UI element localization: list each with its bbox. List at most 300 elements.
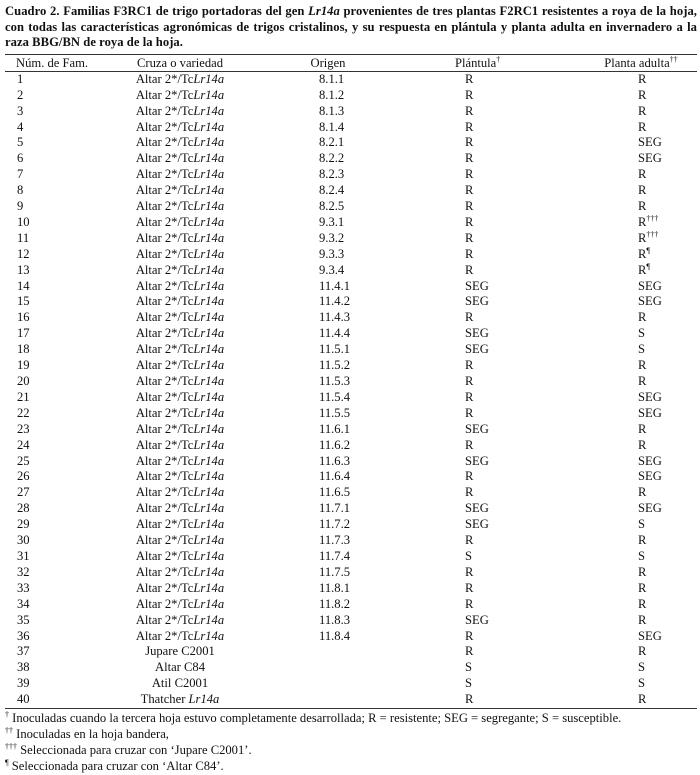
cell-cross (101, 167, 259, 183)
cell-adult-value: SEG (638, 389, 662, 404)
cell-cross (101, 517, 259, 533)
cell-family-number: 1 (17, 71, 24, 86)
cell-origin (259, 676, 371, 692)
table-row (5, 438, 697, 454)
cell-adult (495, 326, 697, 342)
footnote-text: Seleccionada para cruzar con ‘Jupare C2001’. (17, 743, 252, 758)
header-cross: Cruza o variedad (136, 55, 224, 70)
cell-cross-gene: Lr14a (193, 533, 225, 548)
cell-adult-value: R (638, 485, 647, 500)
cell-cross-text: Altar 2*/Tc (135, 628, 194, 643)
cell-seedling: R (465, 167, 474, 182)
cell-adult-footnote-mark: ¶ (646, 245, 651, 255)
cell-family-number: 6 (17, 151, 24, 166)
families-table (5, 54, 697, 709)
table-body (5, 71, 697, 708)
table-row (5, 263, 697, 279)
cell-adult-footnote-mark: ††† (646, 229, 659, 239)
cell-cross (101, 644, 259, 660)
cell-seedling: R (465, 564, 474, 579)
cell-family-number: 10 (17, 214, 30, 229)
cell-adult (495, 406, 697, 422)
table-row (5, 104, 697, 120)
cell-origin: 11.8.1 (319, 580, 351, 595)
footnote-mark: †† (5, 725, 13, 735)
table-row (5, 581, 697, 597)
footnote (5, 758, 697, 774)
cell-cross-gene: Lr14a (193, 628, 225, 643)
cell-cross (101, 358, 259, 374)
cell-cross (101, 135, 259, 151)
cell-cross (101, 660, 259, 676)
table-row (5, 120, 697, 136)
caption-text-start: Cuadro 2. Familias F3RC1 de trigo portadoras del gen (5, 4, 309, 18)
cell-cross (101, 676, 259, 692)
cell-adult-value: S (638, 517, 646, 532)
cell-adult (495, 151, 697, 167)
cell-adult-value: R (638, 214, 647, 229)
cell-adult (495, 120, 697, 136)
cell-adult (495, 167, 697, 183)
cell-family-number: 23 (17, 421, 30, 436)
cell-seedling: SEG (465, 453, 489, 468)
table-row (5, 676, 697, 692)
cell-cross (101, 438, 259, 454)
cell-cross (101, 71, 259, 87)
cell-origin: 11.8.4 (319, 628, 351, 643)
cell-adult-value: R (638, 358, 647, 373)
cell-cross (101, 454, 259, 470)
cell-seedling: S (465, 676, 473, 691)
cell-cross-text: Thatcher (140, 692, 189, 707)
cell-adult-value: R (638, 596, 647, 611)
cell-seedling: SEG (465, 421, 489, 436)
cell-adult (495, 549, 697, 565)
cell-family-number: 4 (17, 119, 24, 134)
cell-adult-value: S (638, 676, 646, 691)
table-row (5, 88, 697, 104)
cell-adult-value: SEG (638, 469, 662, 484)
cell-origin: 8.2.4 (319, 183, 345, 198)
cell-cross-gene: Lr14a (193, 246, 225, 261)
cell-seedling: R (465, 262, 474, 277)
cell-cross-text: Altar 2*/Tc (135, 421, 194, 436)
cell-cross-text: Altar 2*/Tc (135, 278, 194, 293)
cell-seedling: S (465, 660, 473, 675)
cell-adult (495, 374, 697, 390)
cell-cross-gene: Lr14a (193, 278, 225, 293)
cell-origin: 8.1.1 (319, 71, 345, 86)
cell-origin (259, 692, 371, 708)
cell-adult (495, 215, 697, 231)
cell-seedling: R (465, 71, 474, 86)
footnote-text: Inoculadas cuando la tercera hoja estuvo completamente desarrollada; R = resistente; SEG = segregante; S = susceptible. (9, 711, 622, 726)
cell-seedling: R (465, 389, 474, 404)
cell-cross (101, 485, 259, 501)
cell-adult (495, 660, 697, 676)
table-row (5, 422, 697, 438)
cell-adult (495, 199, 697, 215)
cell-family-number: 8 (17, 183, 24, 198)
cell-family-number: 37 (17, 644, 30, 659)
table-row (5, 294, 697, 310)
cell-adult (495, 644, 697, 660)
cell-cross (101, 120, 259, 136)
cell-cross-text: Altar 2*/Tc (135, 389, 194, 404)
cell-family-number: 24 (17, 437, 30, 452)
header-seedling-footnote-mark: † (496, 54, 501, 64)
cell-family-number: 11 (17, 230, 30, 245)
cell-family-number: 30 (17, 533, 30, 548)
cell-seedling: R (465, 151, 474, 166)
cell-family-number: 36 (17, 628, 30, 643)
cell-adult-value: R (638, 71, 647, 86)
cell-adult-value: R (638, 119, 647, 134)
cell-adult (495, 135, 697, 151)
cell-family-number: 27 (17, 485, 30, 500)
cell-cross-gene: Lr14a (193, 214, 225, 229)
cell-seedling: SEG (465, 294, 489, 309)
cell-cross-text: Altar 2*/Tc (135, 564, 194, 579)
cell-origin: 11.5.4 (319, 389, 351, 404)
cell-family-number: 26 (17, 469, 30, 484)
table-row (5, 183, 697, 199)
cell-adult (495, 231, 697, 247)
cell-cross (101, 183, 259, 199)
table-row (5, 358, 697, 374)
cell-cross-gene: Lr14a (193, 310, 225, 325)
table-caption (5, 4, 697, 51)
cell-adult (495, 501, 697, 517)
header-origin: Origen (310, 55, 346, 70)
cell-family-number: 33 (17, 580, 30, 595)
cell-family-number: 16 (17, 310, 30, 325)
cell-family-number: 39 (17, 676, 30, 691)
cell-origin: 11.8.3 (319, 612, 351, 627)
footnote-mark: ¶ (5, 757, 9, 767)
table-row (5, 501, 697, 517)
cell-cross (101, 151, 259, 167)
header-adult-footnote-mark: †† (669, 54, 678, 64)
cell-cross (101, 406, 259, 422)
cell-adult (495, 581, 697, 597)
cell-seedling: SEG (465, 517, 489, 532)
cell-family-number: 29 (17, 517, 30, 532)
cell-origin: 9.3.1 (319, 214, 345, 229)
cell-adult-value: R (638, 692, 647, 707)
table-row (5, 231, 697, 247)
cell-adult-value: SEG (638, 628, 662, 643)
table-row (5, 199, 697, 215)
cell-adult-value: R (638, 183, 647, 198)
cell-cross-text: Altar 2*/Tc (135, 119, 194, 134)
cell-seedling: R (465, 87, 474, 102)
cell-cross-gene: Lr14a (188, 692, 220, 707)
cell-cross-text: Atil C2001 (151, 676, 209, 691)
cell-cross-text: Altar 2*/Tc (135, 71, 194, 86)
cell-cross-gene: Lr14a (193, 87, 225, 102)
cell-seedling: R (465, 596, 474, 611)
cell-origin: 11.7.5 (319, 564, 351, 579)
cell-origin: 11.6.4 (319, 469, 351, 484)
cell-origin: 11.5.2 (319, 358, 351, 373)
cell-cross-text: Altar 2*/Tc (135, 596, 194, 611)
cell-origin: 8.1.4 (319, 119, 345, 134)
cell-cross-text: Altar 2*/Tc (135, 294, 194, 309)
cell-adult (495, 358, 697, 374)
table-row (5, 326, 697, 342)
cell-seedling: R (465, 485, 474, 500)
cell-seedling: R (465, 230, 474, 245)
cell-origin: 11.6.2 (319, 437, 351, 452)
header-seedling (371, 54, 501, 71)
cell-cross (101, 565, 259, 581)
table-row (5, 692, 697, 708)
cell-adult (495, 247, 697, 263)
cell-origin (259, 660, 371, 676)
cell-family-number: 21 (17, 389, 30, 404)
cell-seedling: R (465, 580, 474, 595)
table-row (5, 151, 697, 167)
cell-cross-text: Altar 2*/Tc (135, 533, 194, 548)
cell-origin: 8.2.5 (319, 199, 345, 214)
cell-adult (495, 88, 697, 104)
cell-cross-gene: Lr14a (193, 437, 225, 452)
table-row (5, 565, 697, 581)
cell-cross-gene: Lr14a (193, 596, 225, 611)
cell-cross (101, 199, 259, 215)
cell-adult (495, 279, 697, 295)
table-row (5, 310, 697, 326)
cell-cross-gene: Lr14a (193, 183, 225, 198)
table-row (5, 644, 697, 660)
footnote-text: Inoculadas en la hoja bandera, (13, 727, 169, 742)
cell-origin: 11.7.2 (319, 517, 351, 532)
cell-family-number: 25 (17, 453, 30, 468)
cell-family-number: 17 (17, 326, 30, 341)
cell-cross-text: Altar 2*/Tc (135, 612, 194, 627)
cell-cross-text: Altar C84 (154, 660, 206, 675)
cell-seedling: R (465, 437, 474, 452)
cell-family-number: 20 (17, 374, 30, 388)
cell-origin: 8.2.3 (319, 167, 345, 182)
header-num: Núm. de Fam. (16, 55, 89, 70)
cell-seedling: R (465, 246, 474, 261)
cell-cross-gene: Lr14a (193, 421, 225, 436)
cell-cross-text: Altar 2*/Tc (135, 262, 194, 277)
cell-adult (495, 692, 697, 708)
cell-cross (101, 581, 259, 597)
cell-adult-value: SEG (638, 151, 662, 166)
cell-cross-text: Altar 2*/Tc (135, 151, 194, 166)
table-row (5, 629, 697, 645)
cell-cross-gene: Lr14a (193, 103, 225, 118)
cell-cross-text: Altar 2*/Tc (135, 405, 194, 420)
cell-adult (495, 104, 697, 120)
cell-seedling: R (465, 469, 474, 484)
cell-cross (101, 326, 259, 342)
cell-cross-text: Altar 2*/Tc (135, 485, 194, 500)
cell-adult-value: S (638, 548, 646, 563)
cell-seedling: R (465, 103, 474, 118)
cell-origin: 8.1.3 (319, 103, 345, 118)
cell-cross-text: Altar 2*/Tc (135, 358, 194, 373)
cell-cross (101, 629, 259, 645)
cell-adult-value: SEG (638, 135, 662, 150)
cell-adult-value: R (638, 644, 647, 659)
cell-seedling: R (465, 628, 474, 643)
cell-cross-text: Altar 2*/Tc (135, 326, 194, 341)
cell-cross-gene: Lr14a (193, 294, 225, 309)
cell-adult (495, 183, 697, 199)
cell-cross-gene: Lr14a (193, 501, 225, 516)
cell-origin: 11.5.3 (319, 374, 351, 388)
cell-origin: 9.3.4 (319, 262, 345, 277)
cell-cross-gene: Lr14a (193, 453, 225, 468)
cell-cross (101, 613, 259, 629)
cell-cross (101, 279, 259, 295)
cell-adult-value: SEG (638, 294, 662, 309)
cell-adult (495, 310, 697, 326)
cell-origin: 11.4.1 (319, 278, 351, 293)
cell-seedling: S (465, 548, 473, 563)
cell-origin: 8.1.2 (319, 87, 345, 102)
caption-text-end: provenientes de tres plantas F2RC1 resistentes a roya de la hoja, con todas las características agronómicas de trigos cristalinos, y su respuesta en plántula y planta adulta en invernadero a la raza BBG/BN de roya de la hoja. (5, 4, 697, 50)
cell-cross-gene: Lr14a (193, 517, 225, 532)
cell-cross-text: Altar 2*/Tc (135, 517, 194, 532)
cell-adult-value: SEG (638, 278, 662, 293)
header-adult-label: Planta adulta (604, 55, 670, 70)
cell-cross-text: Altar 2*/Tc (135, 342, 194, 357)
cell-cross-text: Altar 2*/Tc (135, 580, 194, 595)
cell-cross-text: Jupare C2001 (145, 644, 215, 659)
cell-adult (495, 533, 697, 549)
cell-origin: 11.6.1 (319, 421, 351, 436)
footnotes (5, 710, 697, 774)
cell-seedling: R (465, 183, 474, 198)
cell-family-number: 5 (17, 135, 24, 150)
cell-adult (495, 629, 697, 645)
table-row (5, 485, 697, 501)
cell-cross-text: Altar 2*/Tc (135, 437, 194, 452)
cell-cross-gene: Lr14a (193, 564, 225, 579)
table-row (5, 406, 697, 422)
cell-seedling: R (465, 692, 474, 707)
cell-family-number: 3 (17, 103, 24, 118)
table-row (5, 71, 697, 87)
cell-adult (495, 613, 697, 629)
cell-family-number: 13 (17, 262, 30, 277)
cell-cross (101, 263, 259, 279)
header-seedling-label: Plántula (455, 55, 497, 70)
cell-adult-value: R (638, 421, 647, 436)
cell-adult-value: R (638, 533, 647, 548)
cell-origin: 9.3.2 (319, 230, 345, 245)
cell-adult (495, 390, 697, 406)
table-row (5, 517, 697, 533)
cell-seedling: R (465, 374, 474, 388)
footnote (5, 742, 697, 758)
cell-family-number: 14 (17, 278, 30, 293)
cell-family-number: 28 (17, 501, 30, 516)
cell-cross-gene: Lr14a (193, 119, 225, 134)
cell-cross-gene: Lr14a (193, 612, 225, 627)
cell-seedling: R (465, 644, 474, 659)
table-row (5, 167, 697, 183)
cell-cross (101, 88, 259, 104)
cell-cross (101, 215, 259, 231)
cell-adult (495, 342, 697, 358)
cell-family-number: 35 (17, 612, 30, 627)
cell-cross-text: Altar 2*/Tc (135, 230, 194, 245)
table-row (5, 215, 697, 231)
cell-adult-value: R (638, 262, 647, 277)
cell-cross-text: Altar 2*/Tc (135, 453, 194, 468)
cell-origin: 11.7.3 (319, 533, 351, 548)
cell-adult-value: R (638, 580, 647, 595)
cell-seedling: R (465, 533, 474, 548)
cell-cross-text: Altar 2*/Tc (135, 87, 194, 102)
cell-adult-value: R (638, 612, 647, 627)
cell-family-number: 7 (17, 167, 24, 182)
cell-family-number: 31 (17, 548, 30, 563)
cell-origin: 11.5.5 (319, 405, 351, 420)
cell-family-number: 38 (17, 660, 30, 675)
header-adult (495, 54, 697, 71)
cell-cross-gene: Lr14a (193, 230, 225, 245)
table-row (5, 135, 697, 151)
cell-family-number: 40 (17, 692, 30, 707)
cell-cross-gene: Lr14a (193, 262, 225, 277)
table-row (5, 660, 697, 676)
cell-adult (495, 263, 697, 279)
cell-cross-text: Altar 2*/Tc (135, 374, 194, 388)
cell-cross-gene: Lr14a (193, 389, 225, 404)
cell-family-number: 9 (17, 199, 24, 214)
cell-origin: 11.8.2 (319, 596, 351, 611)
table-row (5, 533, 697, 549)
cell-cross-gene: Lr14a (193, 548, 225, 563)
cell-cross-gene: Lr14a (193, 469, 225, 484)
cell-family-number: 32 (17, 564, 30, 579)
cell-cross-gene: Lr14a (193, 71, 225, 86)
cell-adult-value: R (638, 87, 647, 102)
cell-cross-text: Altar 2*/Tc (135, 501, 194, 516)
table-header-row (5, 54, 697, 71)
table-row (5, 390, 697, 406)
cell-adult-value: R (638, 199, 647, 214)
cell-adult (495, 454, 697, 470)
cell-adult (495, 422, 697, 438)
cell-cross-gene: Lr14a (193, 151, 225, 166)
cell-adult-value: S (638, 326, 646, 341)
cell-cross (101, 231, 259, 247)
cell-cross-text: Altar 2*/Tc (135, 103, 194, 118)
cell-cross (101, 469, 259, 485)
cell-origin: 11.4.3 (319, 310, 351, 325)
cell-cross (101, 390, 259, 406)
cell-family-number: 15 (17, 294, 30, 309)
cell-cross-text: Altar 2*/Tc (135, 548, 194, 563)
cell-origin: 8.2.2 (319, 151, 345, 166)
cell-cross-gene: Lr14a (193, 374, 225, 388)
cell-adult-footnote-mark: ¶ (646, 261, 651, 271)
cell-adult (495, 517, 697, 533)
cell-adult (495, 438, 697, 454)
cell-seedling: R (465, 358, 474, 373)
table-row (5, 279, 697, 295)
cell-adult (495, 71, 697, 87)
